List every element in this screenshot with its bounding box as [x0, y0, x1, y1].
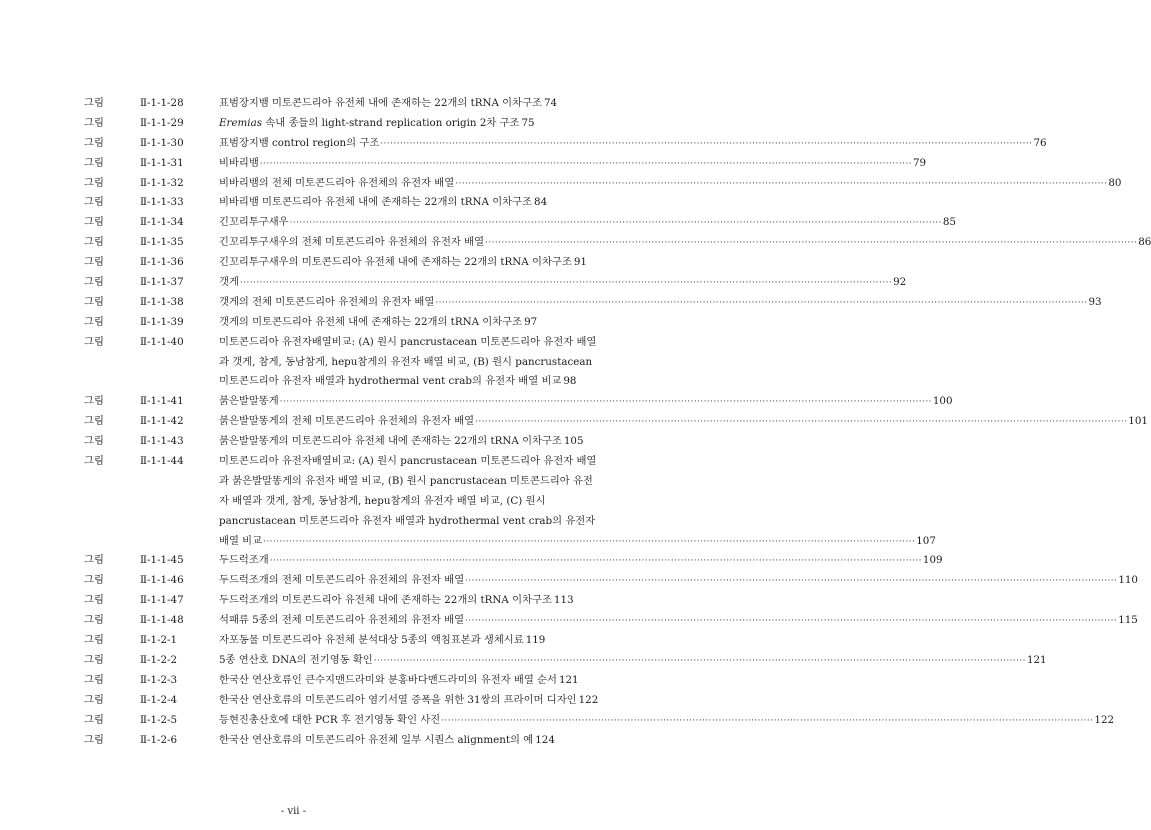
figure-number: Ⅱ-1-2-6 [140, 733, 178, 746]
figure-label: 그림 [84, 435, 104, 448]
page-ref: 119 [525, 634, 546, 647]
figure-title-line: Eremias 속내 종들의 light-strand replication origin 2차 구조 [219, 116, 520, 129]
page-ref: 76 [1033, 136, 1047, 149]
figure-title-line: 한국산 연산호류인 큰수지맨드라미와 분홍바다맨드라미의 유전자 배열 순서 [219, 673, 557, 686]
page-ref: 115 [1118, 614, 1138, 627]
figure-title-line: 갯게 [219, 276, 239, 289]
figure-title-line: 비바리뱀의 전체 미토콘드리아 유전체의 유전자 배열 [219, 176, 455, 189]
entry-first-line [84, 253, 587, 273]
entry-first-line [84, 591, 574, 611]
list-item[interactable] [84, 611, 1138, 631]
figure-label: 그림 [84, 196, 104, 209]
entry-first-line [84, 432, 584, 452]
entry-first-line [84, 233, 1151, 253]
entry-first-line [84, 154, 927, 174]
figure-label: 그림 [84, 335, 104, 348]
list-item[interactable] [84, 591, 574, 611]
figure-number: Ⅱ-1-1-42 [140, 415, 184, 428]
figure-label: 그림 [84, 395, 104, 408]
figure-title-line: pancrustacean 미토콘드리아 유전자 배열과 hydrothermal vent crab의 유전자 [219, 514, 596, 527]
figure-title-line: 긴꼬리투구새우의 전체 미토콘드리아 유전체의 유전자 배열 [219, 236, 485, 249]
dot-leader: ········································································································································································································ [259, 158, 912, 169]
dot-leader: ········································································································································································································ [455, 178, 1108, 189]
figure-label: 그림 [84, 634, 104, 647]
list-item[interactable] [84, 432, 584, 452]
figure-label: 그림 [84, 136, 104, 149]
figure-label: 그림 [84, 733, 104, 746]
entry-first-line [84, 392, 953, 412]
figure-label: 그림 [84, 455, 104, 468]
entry-first-line [84, 313, 538, 333]
list-item[interactable] [84, 671, 579, 691]
list-item[interactable] [84, 273, 907, 293]
figure-number: Ⅱ-1-1-32 [140, 176, 184, 189]
page-ref: 74 [543, 97, 558, 109]
figure-number: Ⅱ-1-1-48 [140, 614, 184, 627]
figure-label: 그림 [84, 713, 104, 726]
list-item[interactable] [84, 731, 555, 751]
dot-leader: ········································································································································································································ [485, 238, 1138, 249]
figure-label: 그림 [84, 116, 104, 129]
figure-number: Ⅱ-1-1-46 [140, 574, 184, 587]
entry-first-line [84, 193, 548, 213]
figure-title-line: 석패류 5종의 전체 미토콘드리아 유전체의 유전자 배열 [219, 614, 465, 627]
list-item[interactable] [84, 691, 599, 711]
figure-label: 그림 [84, 276, 104, 289]
figure-number: Ⅱ-1-1-38 [140, 295, 184, 308]
dot-leader: ········································································································································································································ [380, 138, 1033, 149]
entry-first-line [84, 571, 1138, 591]
page-ref: 98 [563, 375, 577, 388]
list-item[interactable] [84, 154, 927, 174]
entry-continuation-line [84, 512, 596, 532]
list-item[interactable] [84, 631, 546, 651]
entry-continuation-line [84, 492, 546, 512]
figure-number: Ⅱ-1-1-44 [140, 455, 184, 468]
list-item[interactable] [84, 651, 1047, 671]
figure-title-line: 갯게의 전체 미토콘드리아 유전체의 유전자 배열 [219, 295, 435, 308]
entry-first-line [84, 731, 555, 751]
page-ref: 97 [524, 315, 538, 328]
entry-first-line [84, 293, 1102, 313]
entry-first-line [84, 134, 1047, 154]
figure-number: Ⅱ-1-1-29 [140, 116, 184, 129]
figure-title-line: 과 갯게, 참게, 동남참게, hepu참게의 유전자 배열 비교, (B) 원시 pancrustacean [219, 355, 593, 368]
dot-leader: ········································································································································································································ [373, 655, 1026, 666]
page-ref: 121 [1026, 653, 1047, 666]
page-ref: 86 [1138, 236, 1151, 249]
figure-label: 그림 [84, 415, 104, 428]
page-ref: 109 [922, 554, 943, 567]
figure-label: 그림 [84, 176, 104, 189]
list-item[interactable] [84, 213, 956, 233]
entry-first-line [84, 114, 535, 134]
entry-first-line [84, 611, 1138, 631]
list-item[interactable] [84, 193, 548, 213]
figure-title-line: 5종 연산호 DNA의 전기영동 확인 [219, 653, 373, 666]
figure-label: 그림 [84, 673, 104, 686]
figure-title-line: 비바리뱀 미토콘드리아 유전체 내에 존재하는 22개의 tRNA 이차구조 [219, 196, 533, 209]
page-ref: 85 [942, 216, 956, 229]
figure-number: Ⅱ-1-1-33 [140, 196, 184, 209]
figure-number: Ⅱ-1-1-35 [140, 236, 184, 249]
figure-number: Ⅱ-1-2-2 [140, 653, 178, 666]
figure-number: Ⅱ-1-1-37 [140, 276, 184, 289]
list-item[interactable] [84, 174, 1122, 194]
figure-label: 그림 [84, 653, 104, 666]
list-item[interactable] [84, 571, 1138, 591]
list-item[interactable] [84, 293, 1102, 313]
figure-title-line: 등현진총산호에 대한 PCR 후 전기영동 확인 사진 [219, 713, 441, 726]
figure-title-line: 두드럭조개의 미토콘드리아 유전체 내에 존재하는 22개의 tRNA 이차구조 [219, 594, 552, 607]
figure-title-line: 미토콘드리아 유전자배열비교: (A) 원시 pancrustacean 미토콘드리아 유전자 배열 [219, 455, 597, 468]
page-ref: 75 [521, 116, 535, 129]
page-ref: 122 [1094, 713, 1115, 726]
figure-title-line: 자 배열과 갯게, 참게, 동남참게, hepu참게의 유전자 배열 비교, (C) 원시 [219, 494, 546, 507]
entry-continuation-line [84, 472, 593, 492]
entry-first-line [84, 333, 597, 353]
dot-leader: ········································································································································································································ [435, 297, 1088, 308]
dot-leader: ········································································································································································································ [475, 417, 1128, 428]
figure-title-line: 긴꼬리투구새우 [219, 216, 289, 229]
entry-first-line [84, 551, 943, 571]
figure-title-line: 두드럭조개 [219, 554, 269, 567]
list-item[interactable] [84, 412, 1148, 432]
figure-label: 그림 [84, 693, 104, 706]
page-ref: 122 [578, 693, 599, 706]
figure-number: Ⅱ-1-2-5 [140, 713, 178, 726]
figure-label: 그림 [84, 236, 104, 249]
figure-label: 그림 [84, 614, 104, 627]
genus-name: Eremias [219, 116, 263, 129]
figure-number: Ⅱ-1-2-3 [140, 673, 178, 686]
entry-continuation-line [84, 353, 593, 373]
dot-leader: ········································································································································································································ [263, 536, 916, 547]
page-ref: 91 [573, 256, 587, 269]
dot-leader: ········································································································································································································ [269, 556, 922, 567]
entry-first-line [84, 631, 546, 651]
entry-first-line [84, 412, 1148, 432]
list-item[interactable] [84, 94, 558, 114]
entry-first-line [84, 691, 599, 711]
figure-title-line: 갯게의 미토콘드리아 유전체 내에 존재하는 22개의 tRNA 이차구조 [219, 315, 523, 328]
figure-title-line: 두드럭조개의 전체 미토콘드리아 유전체의 유전자 배열 [219, 574, 465, 587]
figure-number: Ⅱ-1-1-31 [140, 156, 184, 169]
figure-label: 그림 [84, 256, 104, 269]
page-ref: 110 [1118, 574, 1138, 587]
entry-first-line [84, 213, 956, 233]
figure-title-line: 긴꼬리투구새우의 미토콘드리아 유전체 내에 존재하는 22개의 tRNA 이차구조 [219, 256, 572, 269]
figure-label: 그림 [84, 315, 104, 328]
entry-first-line [84, 174, 1122, 194]
list-item[interactable] [84, 233, 1151, 253]
figure-label: 그림 [84, 295, 104, 308]
figure-number: Ⅱ-1-1-40 [140, 335, 184, 348]
entry-continuation-line [84, 372, 577, 392]
figure-number: Ⅱ-1-1-28 [140, 97, 184, 109]
figure-title-line: 붉은발말똥게 [219, 395, 279, 408]
figure-number: Ⅱ-1-1-47 [140, 594, 184, 607]
page-ref: 113 [553, 594, 574, 607]
dot-leader: ········································································································································································································ [465, 576, 1118, 587]
dot-leader: ········································································································································································································ [289, 218, 942, 229]
figure-label: 그림 [84, 156, 104, 169]
list-item[interactable] [84, 452, 936, 551]
figure-number: Ⅱ-1-1-41 [140, 395, 184, 408]
page-ref: 92 [893, 276, 907, 289]
figure-title-line: 표범장지뱀 미토콘드리아 유전체 내에 존재하는 22개의 tRNA 이차구조 [219, 97, 542, 109]
page-ref: 100 [932, 395, 953, 408]
list-item[interactable] [84, 253, 587, 273]
figure-title-line: 배열 비교 [219, 534, 263, 547]
figure-number: Ⅱ-1-2-4 [140, 693, 178, 706]
figure-title-line: 과 붉은발말똥게의 유전자 배열 비교, (B) 원시 pancrustacean 미토콘드리아 유전 [219, 474, 593, 487]
page-number: - vii - [280, 806, 307, 817]
entry-first-line [84, 452, 597, 472]
table-of-figures [84, 94, 1151, 750]
figure-label: 그림 [84, 574, 104, 587]
figure-number: Ⅱ-1-1-39 [140, 315, 184, 328]
list-item[interactable] [84, 114, 535, 134]
list-item[interactable] [84, 711, 1115, 731]
list-item[interactable] [84, 313, 538, 333]
entry-first-line [84, 671, 579, 691]
list-item[interactable] [84, 134, 1047, 154]
page-ref: 105 [563, 435, 584, 448]
list-item[interactable] [84, 392, 953, 412]
figure-title-line: 자포동물 미토콘드리아 유전체 분석대상 5종의 액침표본과 생체시료 [219, 634, 524, 647]
entry-first-line [84, 711, 1115, 731]
figure-number: Ⅱ-1-1-45 [140, 554, 184, 567]
list-item[interactable] [84, 333, 597, 393]
figure-number: Ⅱ-1-1-34 [140, 216, 184, 229]
page-ref: 84 [534, 196, 548, 209]
page-ref: 101 [1128, 415, 1148, 428]
figure-title-line: 미토콘드리아 유전자 배열과 hydrothermal vent crab의 유전자 배열 비교 [219, 375, 562, 388]
figure-title-line: 붉은발말똥게의 미토콘드리아 유전체 내에 존재하는 22개의 tRNA 이차구조 [219, 435, 562, 448]
page-ref: 79 [912, 156, 927, 169]
figure-number: Ⅱ-1-1-30 [140, 136, 184, 149]
figure-label: 그림 [84, 216, 104, 229]
list-item[interactable] [84, 551, 943, 571]
figure-title-line: 한국산 연산호류의 미토콘드리아 유전체 일부 시퀀스 alignment의 예 [219, 733, 534, 746]
dot-leader: ········································································································································································································ [279, 397, 932, 408]
entry-first-line [84, 94, 558, 114]
figure-title-line: 한국산 연산호류의 미토콘드리아 염기서열 증폭을 위한 31쌍의 프라이머 디자인 [219, 693, 577, 706]
page-ref: 121 [558, 673, 579, 686]
figure-title-line: 붉은발말똥게의 전체 미토콘드리아 유전체의 유전자 배열 [219, 415, 475, 428]
entry-first-line [84, 651, 1047, 671]
entry-continuation-line [84, 532, 936, 552]
figure-title-line: 미토콘드리아 유전자배열비교: (A) 원시 pancrustacean 미토콘드리아 유전자 배열 [219, 335, 597, 348]
dot-leader: ········································································································································································································ [465, 616, 1118, 627]
figure-title-line: 표범장지뱀 control region의 구조 [219, 136, 380, 149]
figure-number: Ⅱ-1-1-43 [140, 435, 184, 448]
page-ref: 107 [916, 534, 936, 547]
page-ref: 80 [1108, 176, 1122, 189]
page-ref: 93 [1088, 295, 1102, 308]
entry-first-line [84, 273, 907, 293]
page-ref: 124 [535, 733, 555, 746]
figure-number: Ⅱ-1-1-36 [140, 256, 184, 269]
dot-leader: ········································································································································································································ [239, 278, 893, 289]
figure-label: 그림 [84, 97, 104, 109]
figure-title-line: 비바리뱀 [219, 156, 259, 169]
dot-leader: ········································································································································································································ [441, 715, 1094, 726]
figure-label: 그림 [84, 554, 104, 567]
figure-number: Ⅱ-1-2-1 [140, 634, 178, 647]
figure-label: 그림 [84, 594, 104, 607]
